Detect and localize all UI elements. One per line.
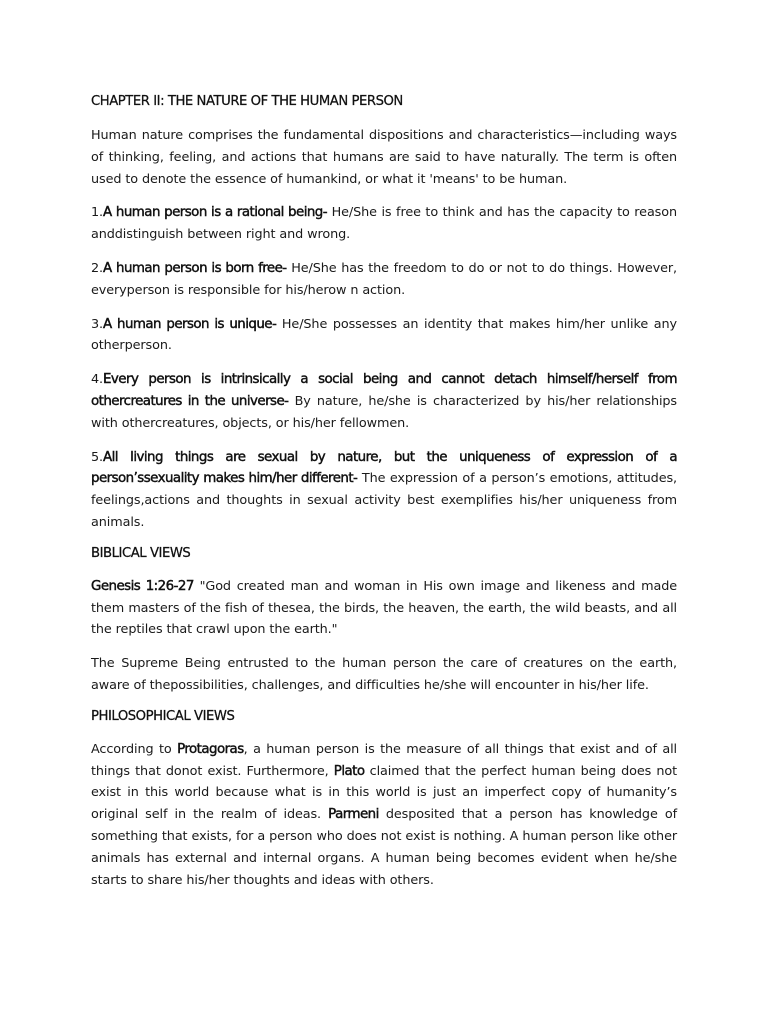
philosophical-paragraph — [91, 739, 677, 892]
philo-text-1: According to — [91, 741, 178, 757]
point-1 — [91, 202, 677, 246]
biblical-views-heading: BIBLICAL VIEWS — [91, 545, 191, 561]
point-1-number: 1. — [91, 205, 104, 221]
point-2 — [91, 258, 677, 302]
plato-name: Plato — [333, 763, 365, 779]
point-3-title: A human person is unique- — [103, 316, 277, 332]
genesis-quote: "God created man and woman in His own image and likeness and made them masters of the fish of thesea, the birds, the heaven, the earth, the wild beasts, and all the reptiles that crawl upon the earth." — [91, 578, 677, 638]
point-1-title: A human person is a rational being- — [103, 205, 328, 221]
point-2-text: He/She has the freedom to do or not to do things. However, everyperson is responsible for his/herow n action. — [91, 260, 677, 298]
philo-text-3: claimed that the perfect human being does not exist in this world because what is in this world is just an imperfect copy of humanity’s original self in the realm of ideas. — [91, 763, 677, 823]
point-1-text: He/She is free to think and has the capacity to reason anddistinguish between right and wrong. — [91, 205, 677, 243]
point-3 — [91, 314, 677, 358]
intro-paragraph: Human nature comprises the fundamental dispositions and characteristics—including ways of thinking, feeling, and actions that humans are said to have naturally. The term is often used to denote the essence of humankind, or what it 'means' to be human. — [91, 128, 677, 187]
point-5-text: The expression of a person’s emotions, attitudes, feelings,actions and thoughts in sexual activity best exemplifies his/her uniqueness from animals. — [91, 471, 677, 530]
genesis-paragraph — [91, 576, 677, 641]
point-5-title: All living things are sexual by nature, but the uniqueness of expression of a person’ssexuality makes him/her different- — [91, 449, 677, 487]
genesis-reference: Genesis 1:26-27 — [91, 578, 194, 594]
point-2-number: 2. — [91, 260, 104, 276]
point-4-number: 4. — [91, 372, 104, 388]
point-4-title: Every person is intrinsically a social being and cannot detach himself/herself from othercreatures in the universe- — [91, 372, 677, 409]
point-3-text: He/She possesses an identity that makes him/her unlike any otherperson. — [91, 316, 677, 354]
parmeni-name: Parmeni — [328, 807, 379, 823]
philo-text-4: desposited that a person has knowledge of something that exists, for a person who does not exist is nothing. A human person like other animals has external and internal organs. A human being becomes evident when he/she starts to share his/her thoughts and ideas with others. — [91, 807, 677, 888]
supreme-being-paragraph: The Supreme Being entrusted to the human person the care of creatures on the earth, aware of thepossibilities, challenges, and difficulties he/she will encounter in his/her life. — [91, 656, 677, 693]
chapter-title: CHAPTER II: THE NATURE OF THE HUMAN PERSON — [91, 94, 403, 109]
point-3-number: 3. — [91, 316, 104, 332]
document-page — [91, 91, 677, 891]
point-5-number: 5. — [91, 449, 104, 465]
protagoras-name: Protagoras — [177, 741, 244, 757]
point-5 — [91, 447, 677, 534]
philosophical-views-heading: PHILOSOPHICAL VIEWS — [91, 708, 235, 724]
point-4-text: By nature, he/she is characterized by his/her relationships with othercreatures, objects, or his/her fellowmen. — [91, 393, 677, 431]
point-2-title: A human person is born free- — [103, 260, 287, 276]
philo-text-2: , a human person is the measure of all things that exist and of all things that donot exist. Furthermore, — [91, 741, 677, 779]
point-4 — [91, 369, 677, 434]
